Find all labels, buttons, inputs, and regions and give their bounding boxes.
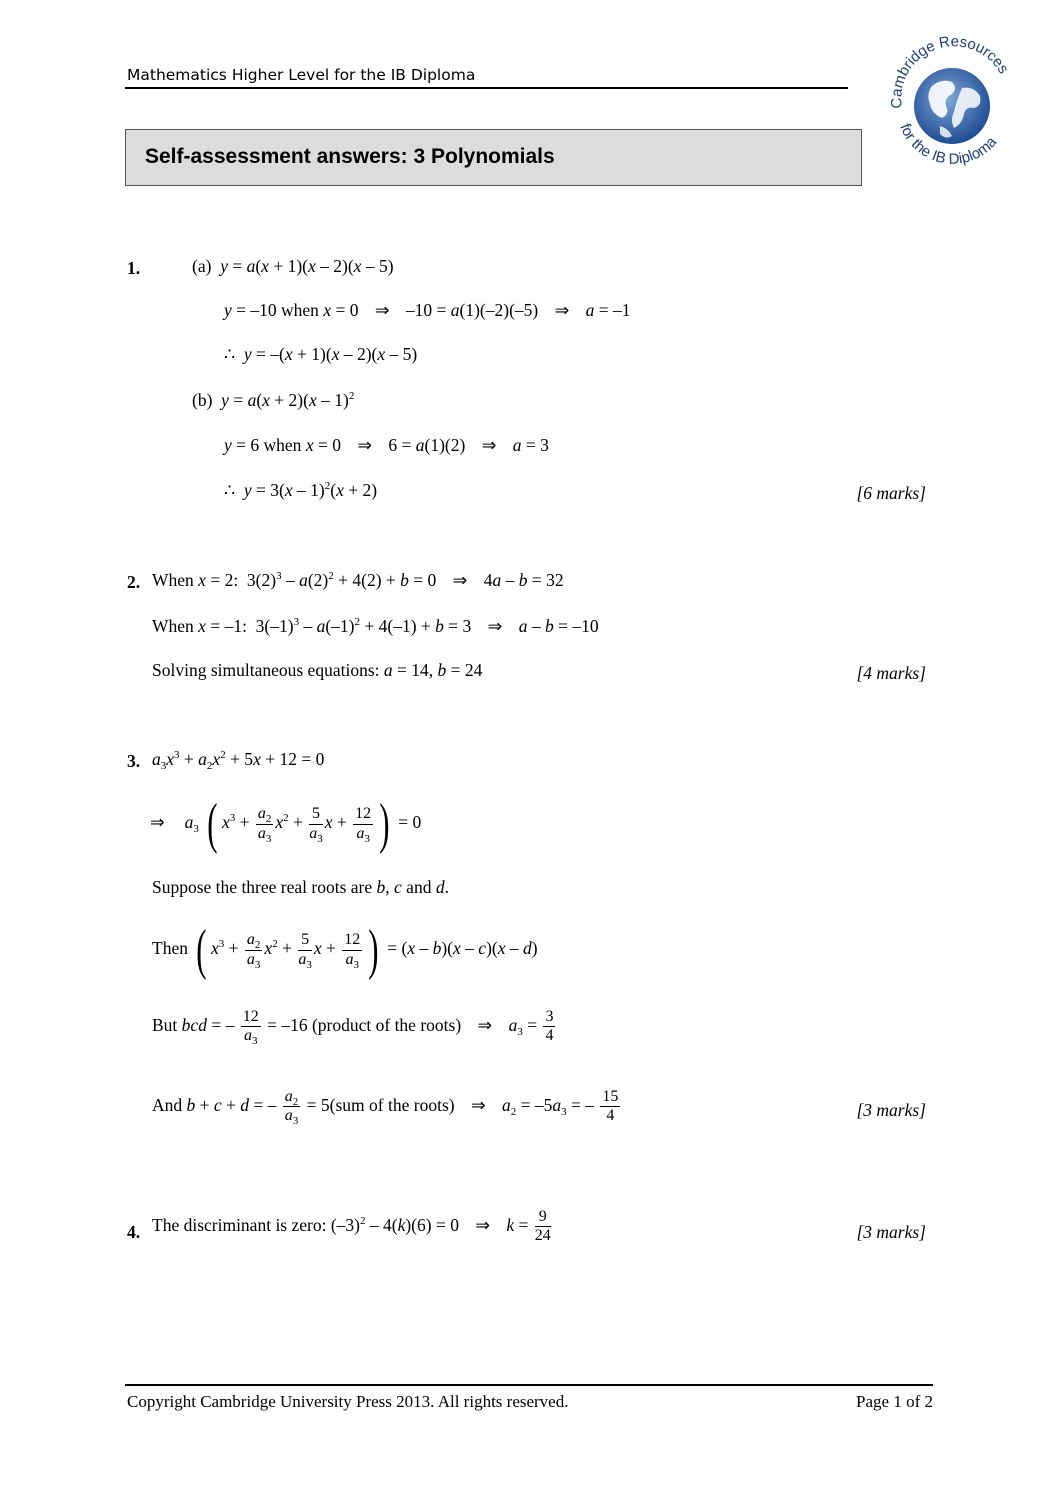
q3-line3: Suppose the three real roots are b, c and d.: [152, 877, 449, 897]
cambridge-logo-icon: [880, 28, 1025, 173]
q1b-line1: (b) y = a(x + 2)(x – 1)$^2$: [192, 390, 355, 410]
header-rule: [125, 87, 848, 89]
logo-text-bottom: for the IB Diploma: [896, 121, 1001, 168]
logo-text-top: Cambridge Resources: [888, 33, 1013, 110]
q3-line5: But bcd = – $\frac{12}{a_3}$ = –16 (product of the roots) ⇒ $a_3$ = $\frac{3}{4}$: [152, 1008, 554, 1048]
q2-line2: When x = –1: $3(-1)^3 - a(-1)^2 + 4(-1) + b = 3$ ⇒ a – b = –10: [152, 616, 599, 636]
q1-number: 1.: [127, 258, 141, 278]
q4-marks: [3 marks]: [856, 1222, 926, 1242]
q2-line1: When x = 2: $3(2)^3 - a(2)^2 + 4(2) + b = 0$ ⇒ 4a – b = 32: [152, 570, 564, 590]
title-box: [125, 129, 862, 186]
q3-line2: ⇒ $a_3$ ( $x^3$ + $\frac{a_2}{a_3}$ $x^2$ + $\frac{5}{a_3}$ x + $\frac{12}{a_3}$ ) = 0: [150, 793, 422, 855]
footer-rule: [125, 1384, 933, 1386]
q3-line6: And b + c + d = – $\frac{a_2}{a_3}$ = 5(sum of the roots) ⇒ $a_2 = -5a_3$ = – $\frac{15}{4}$: [152, 1088, 619, 1128]
q3-number: 3.: [127, 751, 141, 771]
q4-line1: The discriminant is zero: $(-3)^2 - 4(k)(6) = 0$ ⇒ k = $\frac{9}{24}$: [152, 1208, 551, 1245]
q1a-line3: ∴ y = –(x + 1)(x – 2)(x – 5): [224, 344, 418, 364]
copyright: Copyright Cambridge University Press 2013. All rights reserved.: [127, 1392, 569, 1411]
q1b-line3: ∴ y = 3(x – 1)$^2$(x + 2): [224, 480, 378, 500]
q3-line4: Then ( $x^3$ + $\frac{a_2}{a_3}$ $x^2$ + $\frac{5}{a_3}$ x + $\frac{12}{a_3}$ ) = (x – b)(x – c)(x – d): [152, 919, 538, 981]
q2-number: 2.: [127, 572, 141, 592]
page-number: Page 1 of 2: [856, 1392, 933, 1411]
q1b-line2: y = 6 when x = 0 ⇒ 6 = a(1)(2) ⇒ a = 3: [224, 435, 549, 455]
q3-line1: $a_3x^3 + a_2x^2 + 5x + 12 = 0$: [152, 749, 325, 772]
q3-marks: [3 marks]: [856, 1100, 926, 1120]
q4-number: 4.: [127, 1222, 141, 1242]
course-title: Mathematics Higher Level for the IB Diploma: [127, 66, 476, 84]
q2-marks: [4 marks]: [856, 663, 926, 683]
q1-marks: [6 marks]: [856, 483, 926, 503]
q1a-line1: (a) y = a(x + 1)(x – 2)(x – 5): [192, 256, 394, 276]
q1a-line2: y = –10 when x = 0 ⇒ –10 = a(1)(–2)(–5) ⇒ a = –1: [224, 300, 631, 320]
q2-line3: Solving simultaneous equations: a = 14, b = 24: [152, 660, 483, 680]
page-title: Self-assessment answers: 3 Polynomials: [145, 145, 555, 168]
